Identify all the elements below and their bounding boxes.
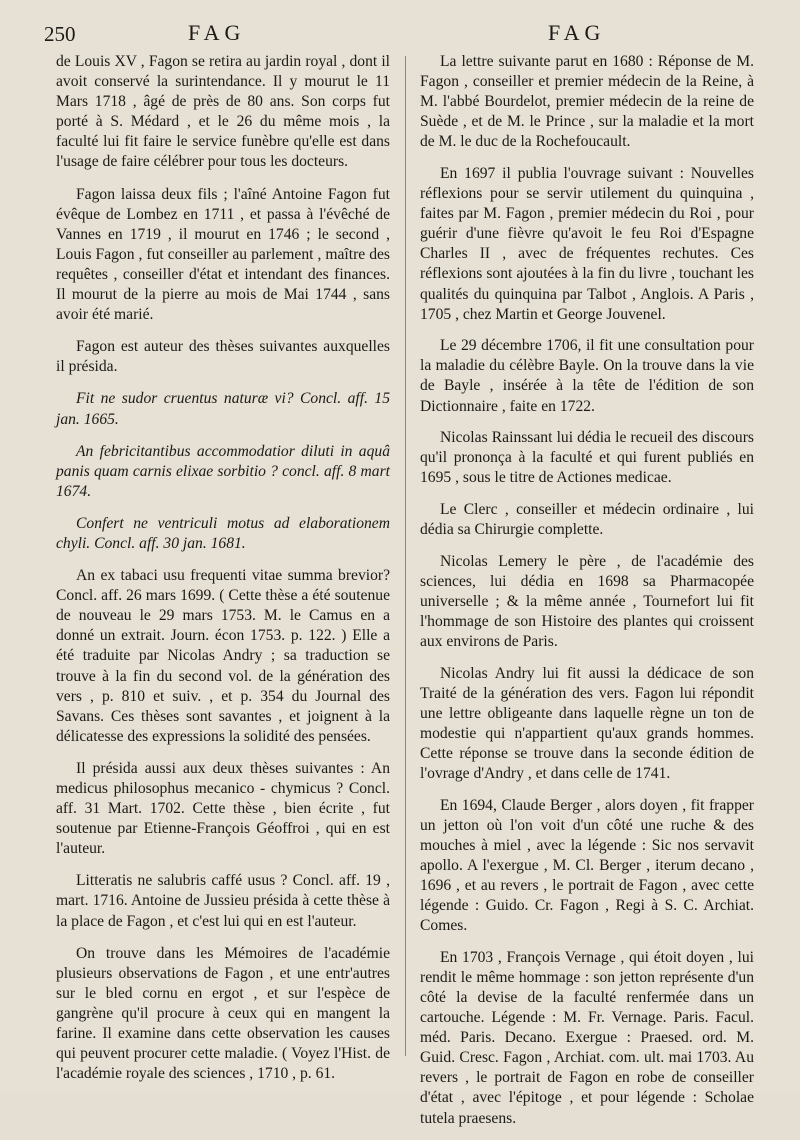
column-divider xyxy=(405,56,406,1056)
thesis-entry: Fit ne sudor cruentus naturæ vi? Concl. aff. 15 jan. 1665. xyxy=(56,390,390,428)
paragraph: En 1697 il publia l'ouvrage suivant : Nouvelles réflexions pour se servir utilement du quinquina , faites par M. Fagon , premier médecin du Roi , pour guérir d'une fièvre qu'avoit le feu Roi d'Espagne Charles II , avec de fréquentes rechutes. Ces réflexions sont ajoutées à la fin du livre , touchant les qualités du quinquina par Talbot , Anglois. A Paris , 1705 , chez Martin et George Jouvenel. xyxy=(420,164,754,323)
paragraph: Fagon laissa deux fils ; l'aîné Antoine Fagon fut évêque de Lombez en 1711 , et passa à l'évêché de Vannes en 1719 , il mourut en 1746 ; le second , Louis Fagon , fut conseiller au parlement , maître des requêtes , conseiller d'état et intendant des finances. Il mourut de la pierre au mois de Mai 1744 , sans avoir été marié. xyxy=(56,185,390,324)
paragraph: Il présida aussi aux deux thèses suivantes : An medicus philosophus mecanico - chymicus ? Concl. aff. 31 Mart. 1702. Cette thèse , bien écrite , fut soutenue par Etienne-François Géoffroi , qui en est l'auteur. xyxy=(56,759,390,858)
thesis-entry: An febricitantibus accommodatior diluti in aquâ panis quam carnis elixae sorbitio ? concl. aff. 8 mart 1674. xyxy=(56,442,390,500)
paragraph: de Louis XV , Fagon se retira au jardin royal , dont il avoit conservé la surintendance. Il y mourut le 11 Mars 1718 , âgé de près de 80 ans. Son corps fut porté à S. Médard , et le 26 du même mois , la faculté lui fit faire le service funèbre qu'elle est dans l'usage de faire célébrer pour tous les docteurs. xyxy=(56,53,390,171)
paragraph: Nicolas Rainssant lui dédia le recueil des discours qu'il prononça à la faculté et qui furent publiés en 1695 , sous le titre de Actiones medicae. xyxy=(420,429,754,487)
paragraph: En 1703 , François Vernage , qui étoit doyen , lui rendit le même hommage : son jetton représente d'un côté la devise de la faculté renfermée dans un cartouche. Légende : M. Fr. Vernage. Paris. Facul. méd. Paris. Decano. Exergue : Praesed. ord. M. Guid. Cresc. Fagon , Archiat. com. ult. mai 1703. Au revers , le portrait de Fagon en robe de conseiller d'état , avec l'épitoge , et pour légende : Scholae tutela praesens. xyxy=(420,948,754,1127)
thesis-entry: An ex tabaci usu frequenti vitae summa brevior? Concl. aff. 26 mars 1699. ( Cette thèse a été soutenue de nouveau le 29 mars 1753. M. le Camus en a donné un extrait. Journ. écon 1753. p. 122. ) Elle a été traduite par Nicolas Andry ; sa traduction se trouve à la fin du second vol. de la génération des vers , p. 810 et suiv. , et p. 354 du Journal des Savans. Ces thèses sont savantes , et joignent à la délicatesse des expressions la solidité des pensées. xyxy=(56,567,390,745)
paragraph: Nicolas Andry lui fit aussi la dédicace de son Traité de la génération des vers. Fagon lui répondit une lettre obligeante dans laquelle règne un ton de modestie qui n'appartient qu'aux grands hommes. Cette réponse se trouve dans la seconde édition de l'ovrage d'Andry , et dans celle de 1741. xyxy=(420,664,754,782)
paragraph: Le Clerc , conseiller et médecin ordinaire , lui dédia sa Chirurgie complette. xyxy=(420,500,754,538)
paragraph: En 1694, Claude Berger , alors doyen , fit frapper un jetton où l'on voit d'un côté une ruche & des mouches à miel , avec la légende : Sic nos servavit apollo. A l'exergue , M. Cl. Berger , iterum decano , 1696 , et au revers , le portrait de Fagon , avec cette légende : Guido. Cr. Fagon , Regi à S. C. Archiat. Comes. xyxy=(420,796,754,935)
header-left-title: FAG xyxy=(188,20,246,45)
page-number: 250 xyxy=(44,22,76,46)
paragraph: Le 29 décembre 1706, il fit une consultation pour la maladie du célèbre Bayle. On la trouve dans la vie de Bayle , insérée à la tête de l'édition de son Dictionnaire , faite en 1722. xyxy=(420,337,754,415)
thesis-entry: Confert ne ventriculi motus ad elaborationem chyli. Concl. aff. 30 jan. 1681. xyxy=(56,514,390,552)
thesis-entry: Litteratis ne salubris caffé usus ? Concl. aff. 19 , mart. 1716. Antoine de Jussieu présida à cette thèse à la place de Fagon , et c'est lui qui en est l'auteur. xyxy=(56,872,390,930)
paragraph: On trouve dans les Mémoires de l'académie plusieurs observations de Fagon , et une entr'autres sur le bled cornu en ergot , et sur l'espèce de gangrène qu'il procure à ceux qui en mangent la farine. Il examine dans cette observation les causes qui peuvent procurer cette maladie. ( Voyez l'Hist. de l'académie royale des sciences , 1710 , p. 61. xyxy=(56,944,390,1083)
paragraph: Nicolas Lemery le père , de l'académie des sciences, lui dédia en 1698 sa Pharmacopée universelle ; & la même année , Tournefort lui fit l'hommage de son Histoire des plantes qui croissent aux environs de Paris. xyxy=(420,552,754,650)
paragraph: La lettre suivante parut en 1680 : Réponse de M. Fagon , conseiller et premier médecin de la Reine, à M. l'abbé Bourdelot, premier médecin de la reine de Suède , et de M. le Prince , sur la maladie et la mort de M. le duc de la Rochefoucault. xyxy=(420,53,754,151)
right-column xyxy=(420,52,754,1140)
header-right-title: FAG xyxy=(548,20,606,45)
paragraph: Fagon est auteur des thèses suivantes auxquelles il présida. xyxy=(56,338,390,376)
left-column xyxy=(56,52,390,1096)
running-header xyxy=(0,14,800,48)
